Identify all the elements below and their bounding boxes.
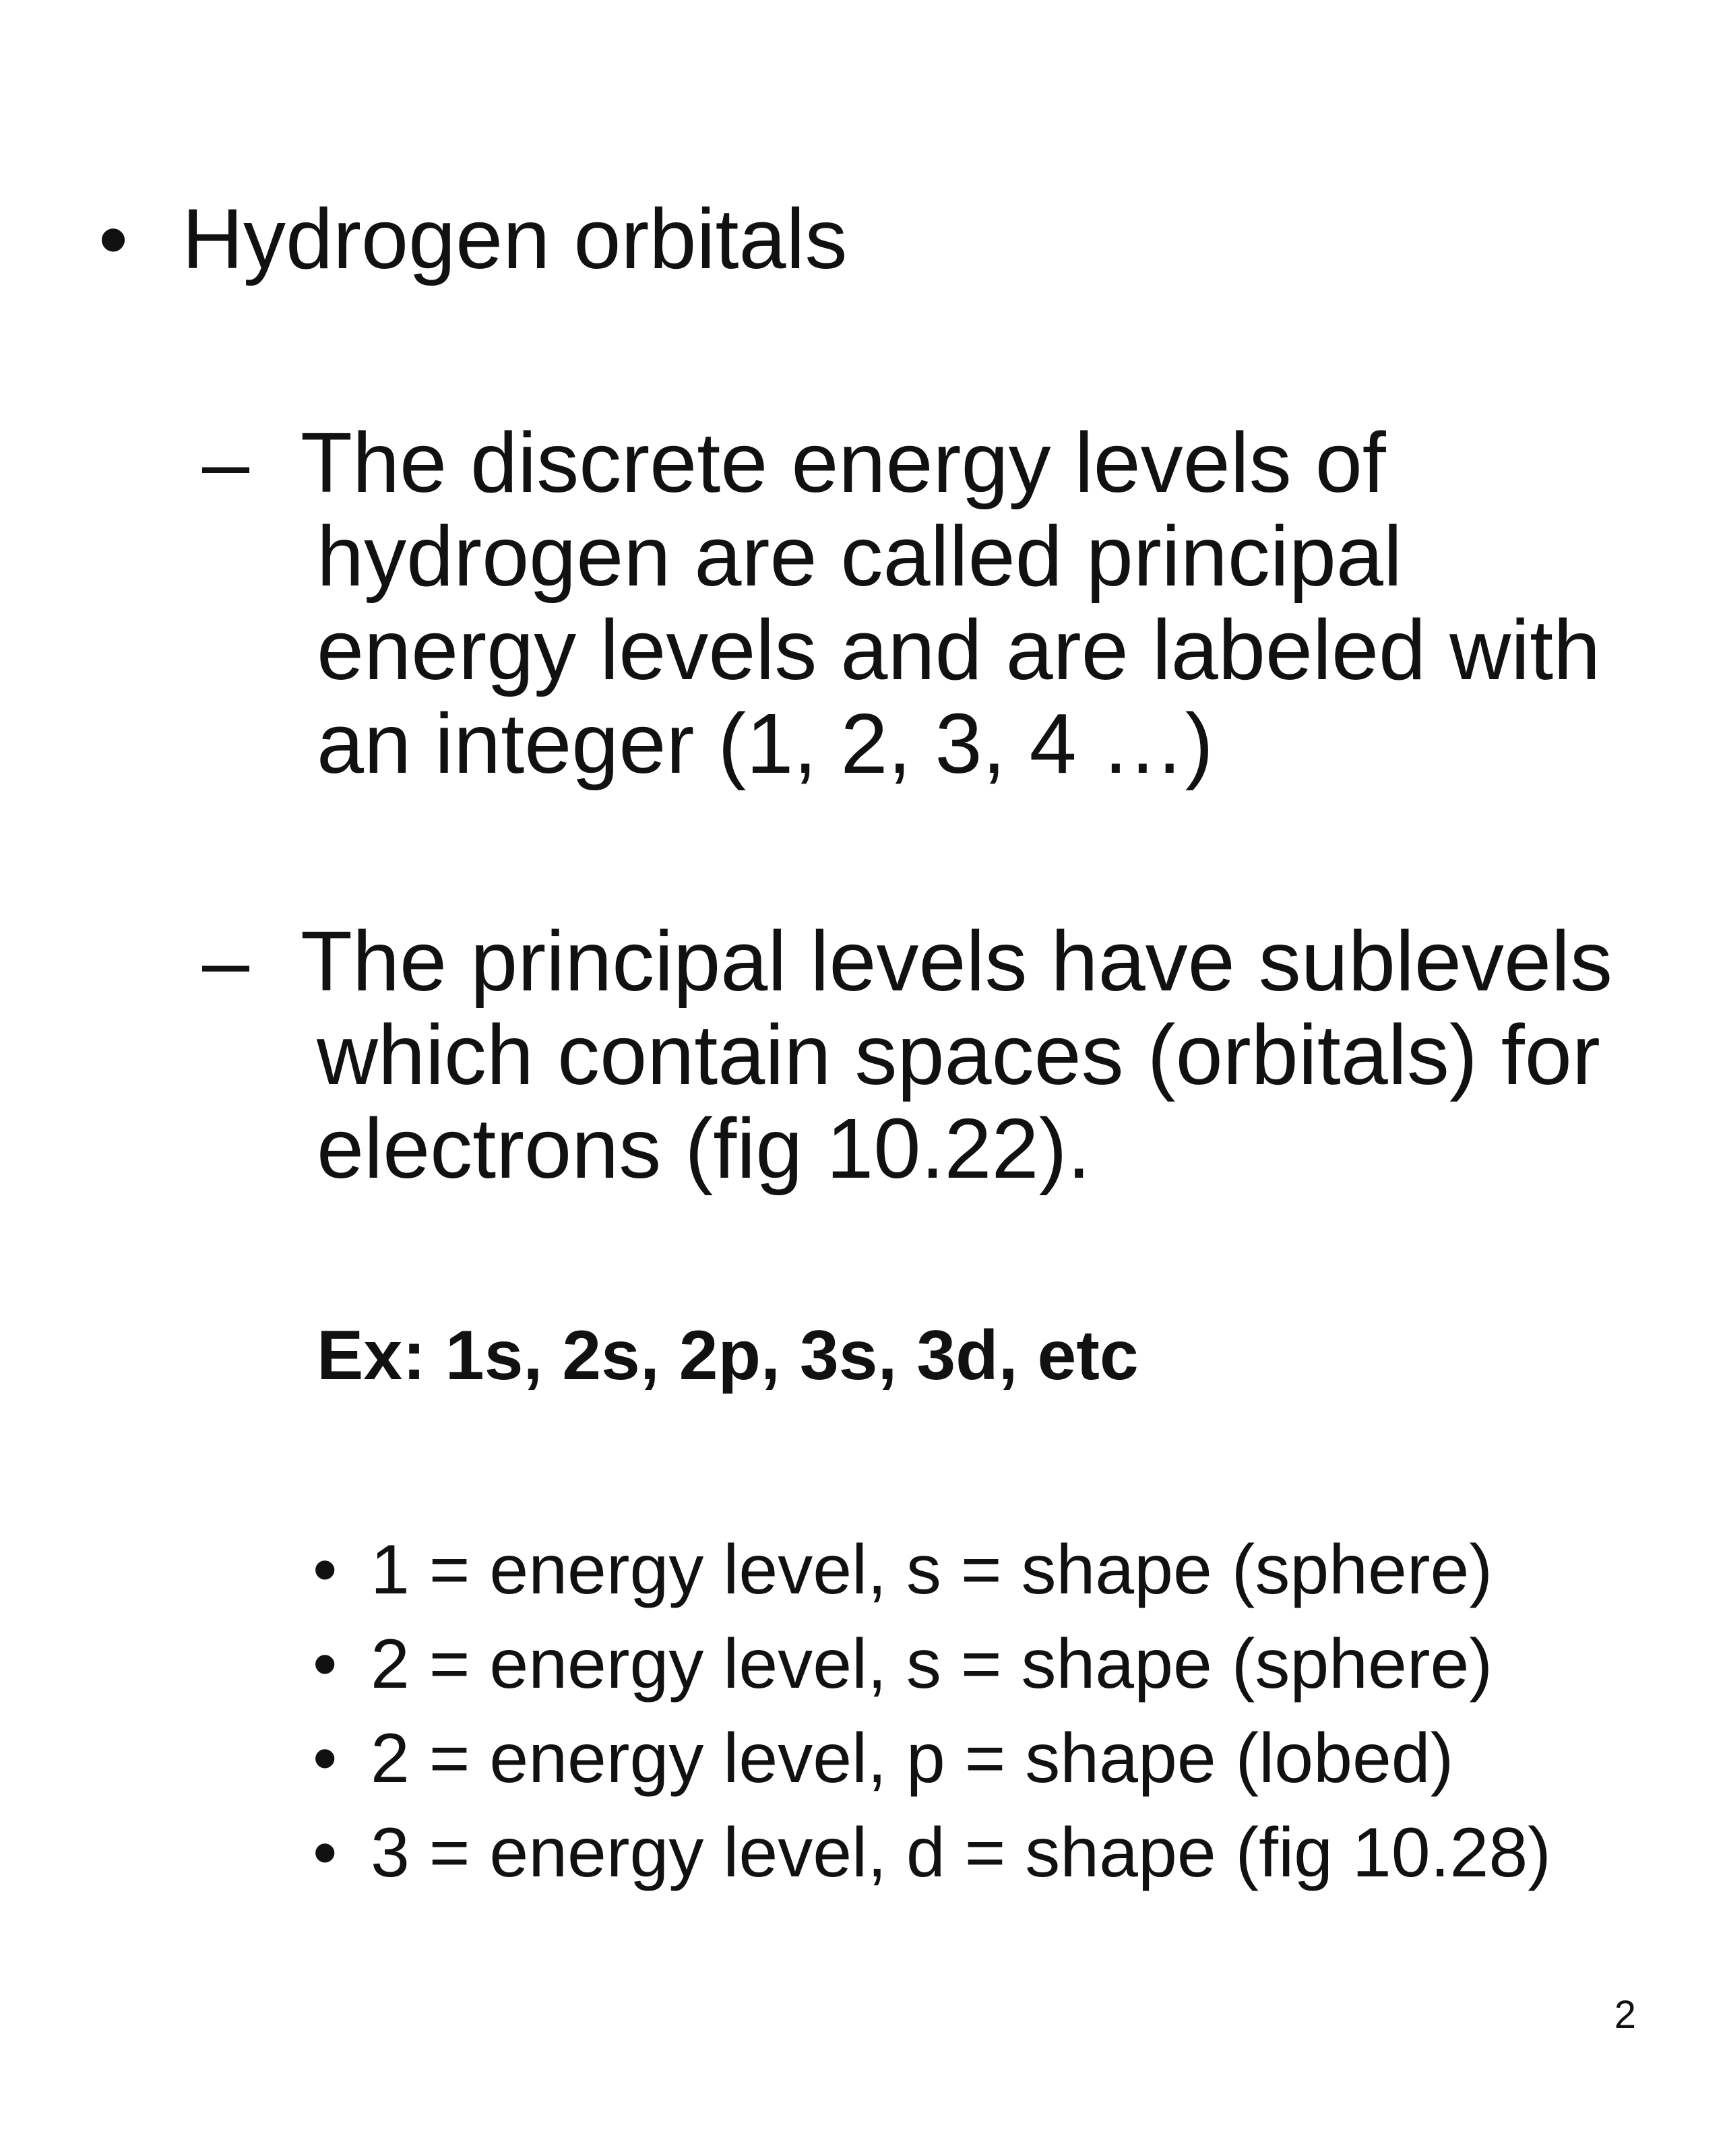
example-text: Ex: 1s, 2s, 2p, 3s, 3d, etc [317, 1317, 1139, 1395]
heading-text: Hydrogen orbitals [182, 191, 848, 286]
page-number: 2 [1614, 1993, 1636, 2037]
sub-bullet-1-line-2: hydrogen are called principal [317, 509, 1402, 604]
heading-bullet: • [98, 191, 129, 286]
list-item-4: 3 = energy level, d = shape (fig 10.28) [371, 1814, 1551, 1892]
sub-bullet-1-line-3: energy levels and are labeled with [317, 602, 1601, 697]
sub-bullet-2-line-3: electrons (fig 10.22). [317, 1101, 1091, 1196]
list-item-4-bullet: • [313, 1814, 338, 1892]
list-item-3: 2 = energy level, p = shape (lobed) [371, 1719, 1454, 1798]
list-item-2-bullet: • [313, 1625, 338, 1703]
sub-bullet-1-marker: – [202, 415, 250, 510]
list-item-1-bullet: • [313, 1531, 338, 1609]
sub-bullet-1-line-4: an integer (1, 2, 3, 4 …) [317, 696, 1214, 791]
list-item-3-bullet: • [313, 1719, 338, 1798]
sub-bullet-1-line-1: The discrete energy levels of [301, 415, 1386, 510]
sub-bullet-2-line-2: which contain spaces (orbitals) for [317, 1007, 1600, 1102]
sub-bullet-2-marker: – [202, 914, 250, 1009]
list-item-2: 2 = energy level, s = shape (sphere) [371, 1625, 1493, 1703]
sub-bullet-2-line-1: The principal levels have sublevels [301, 914, 1613, 1009]
list-item-1: 1 = energy level, s = shape (sphere) [371, 1531, 1493, 1609]
